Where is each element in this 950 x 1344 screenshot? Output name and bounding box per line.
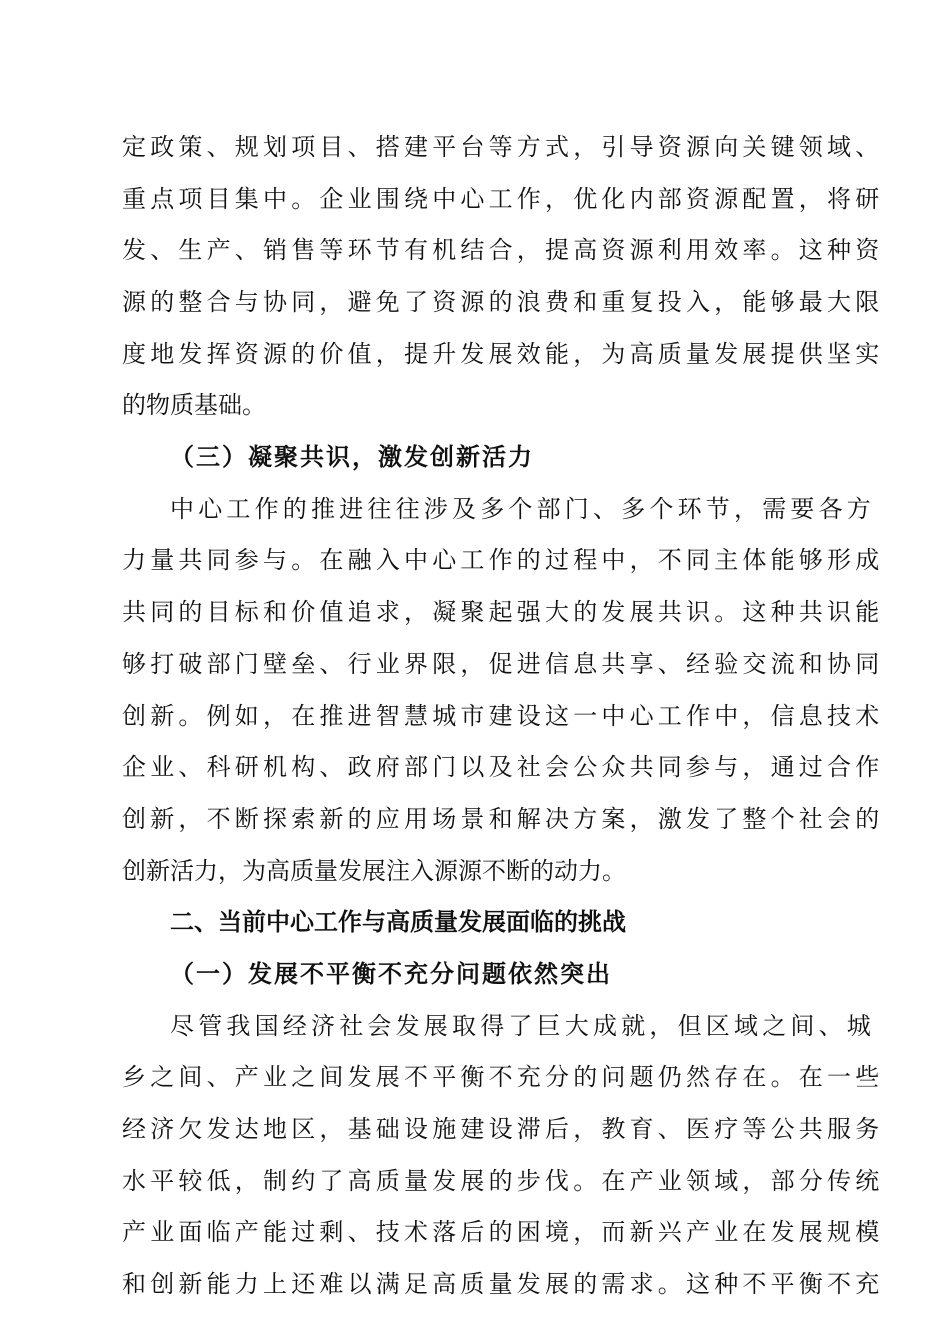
paragraph-line: 水平较低，制约了高质量发展的步伐。在产业领域，部分传统	[122, 1167, 884, 1195]
paragraph-line: 发、生产、销售等环节有机结合，提高资源利用效率。这种资	[122, 236, 884, 264]
paragraph-line: 重点项目集中。企业围绕中心工作，优化内部资源配置，将研	[122, 185, 884, 213]
paragraph-line: 创新，不断探索新的应用场景和解决方案，激发了整个社会的	[122, 805, 884, 833]
paragraph-line: 共同的目标和价值追求，凝聚起强大的发展共识。这种共识能	[122, 598, 884, 626]
paragraph-line: 产业面临产能过剩、技术落后的困境，而新兴产业在发展规模	[122, 1218, 884, 1246]
paragraph-line: 企业、科研机构、政府部门以及社会公众共同参与，通过合作	[122, 753, 884, 781]
subheading-three: （三）凝聚共识，激发创新活力	[170, 442, 534, 471]
paragraph-line: 力量共同参与。在融入中心工作的过程中，不同主体能够形成	[122, 546, 884, 574]
paragraph-line: 经济欠发达地区，基础设施建设滞后，教育、医疗等公共服务	[122, 1115, 884, 1143]
paragraph-line: 源的整合与协同，避免了资源的浪费和重复投入，能够最大限	[122, 288, 884, 316]
section-heading: 二、当前中心工作与高质量发展面临的挑战	[170, 908, 626, 936]
paragraph-line: 尽管我国经济社会发展取得了巨大成就，但区域之间、城	[170, 1012, 875, 1040]
paragraph-line: 定政策、规划项目、搭建平台等方式，引导资源向关键领域、	[122, 133, 884, 161]
paragraph-line: 和创新能力上还难以满足高质量发展的需求。这种不平衡不充	[122, 1270, 884, 1298]
paragraph-line: 够打破部门壁垒、行业界限，促进信息共享、经验交流和协同	[122, 650, 884, 678]
paragraph-line: 的物质基础。	[122, 391, 266, 419]
paragraph-line: 度地发挥资源的价值，提升发展效能，为高质量发展提供坚实	[122, 340, 884, 368]
paragraph-line: 乡之间、产业之间发展不平衡不充分的问题仍然存在。在一些	[122, 1063, 884, 1091]
subheading-one: （一）发展不平衡不充分问题依然突出	[170, 959, 612, 988]
paragraph-line: 中心工作的推进往往涉及多个部门、多个环节，需要各方	[170, 495, 875, 523]
paragraph-line: 创新。例如，在推进智慧城市建设这一中心工作中，信息技术	[122, 702, 884, 730]
paragraph-line: 创新活力，为高质量发展注入源源不断的动力。	[122, 857, 626, 885]
